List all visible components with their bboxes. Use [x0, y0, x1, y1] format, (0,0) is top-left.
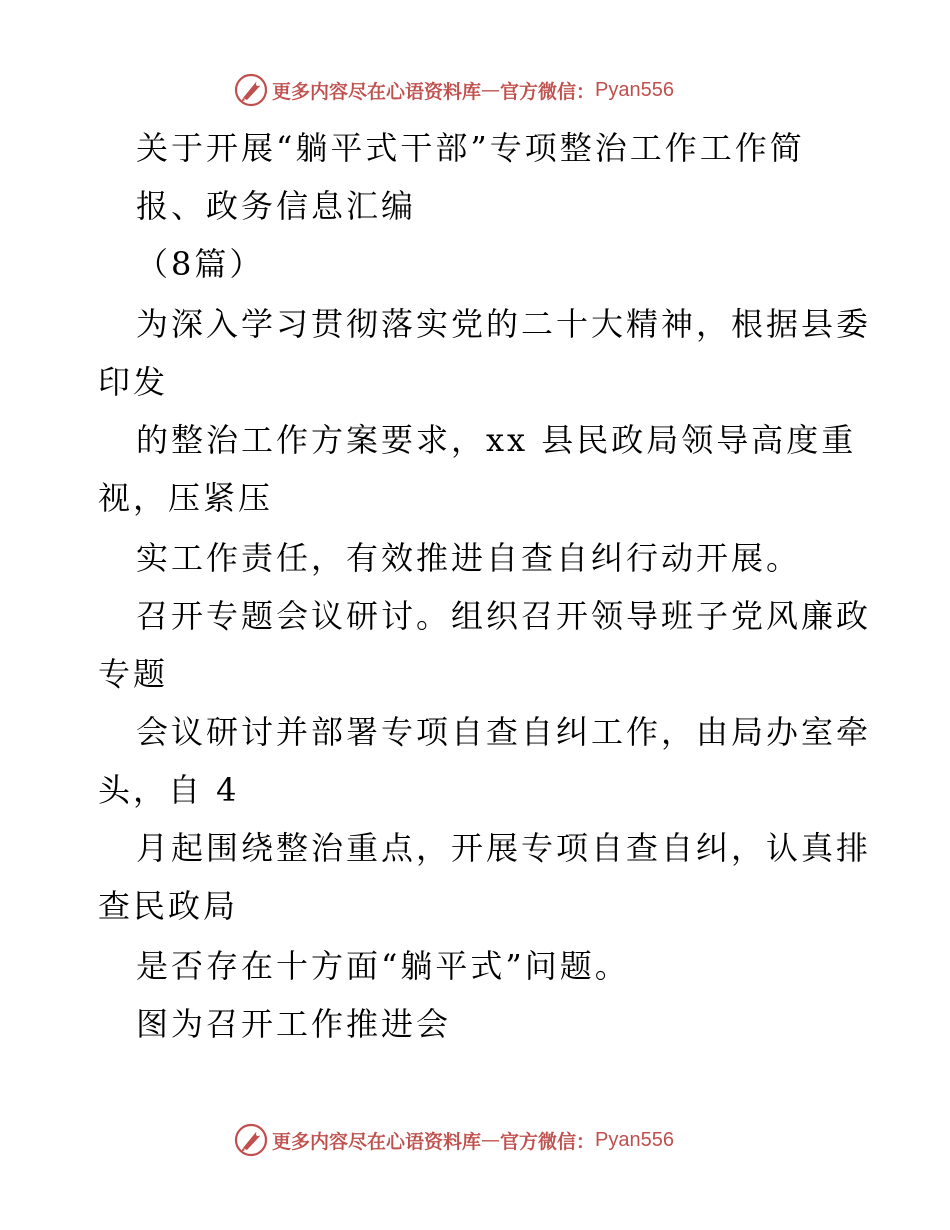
paragraph-line: 印发 [98, 363, 169, 401]
pen-logo-icon [234, 1123, 268, 1157]
title-line-2: 报、政务信息汇编 [136, 187, 417, 225]
paragraph-line: 查民政局 [98, 887, 239, 925]
paragraph-line: 头，自 4 [98, 771, 240, 809]
watermark-dash: — [481, 1129, 501, 1151]
paragraph-line: 为深入学习贯彻落实党的二十大精神，根据县委 [136, 305, 872, 343]
watermark-dash: — [481, 79, 501, 101]
paragraph-line: 的整治工作方案要求，xx 县民政局领导高度重 [136, 421, 857, 459]
watermark-wechat-id: Pyan556 [595, 78, 674, 101]
header-watermark [234, 72, 674, 108]
paragraph-line: 是否存在十方面“躺平式”问题。 [136, 947, 630, 985]
paragraph-line: 会议研讨并部署专项自查自纠工作，由局办室牵 [136, 713, 872, 751]
title-line-3: （8篇） [136, 245, 265, 283]
paragraph-line: 专题 [98, 655, 169, 693]
paragraph-line: 召开专题会议研讨。组织召开领导班子党风廉政 [136, 597, 872, 635]
title-line-1: 关于开展“躺平式干部”专项整治工作工作简 [136, 129, 805, 167]
watermark-wechat-label: 官方微信： [500, 80, 596, 103]
watermark-text: 更多内容尽在心语资料库 [272, 80, 482, 103]
watermark-wechat-id: Pyan556 [595, 1128, 674, 1151]
paragraph-line: 视，压紧压 [98, 479, 274, 517]
pen-logo-icon [234, 73, 268, 107]
watermark-text: 更多内容尽在心语资料库 [272, 1130, 482, 1153]
footer-watermark [234, 1122, 674, 1158]
paragraph-line: 月起围绕整治重点，开展专项自查自纠，认真排 [136, 829, 872, 867]
paragraph-line: 实工作责任，有效推进自查自纠行动开展。 [136, 539, 802, 577]
paragraph-line: 图为召开工作推进会 [136, 1005, 452, 1043]
watermark-wechat-label: 官方微信： [500, 1130, 596, 1153]
